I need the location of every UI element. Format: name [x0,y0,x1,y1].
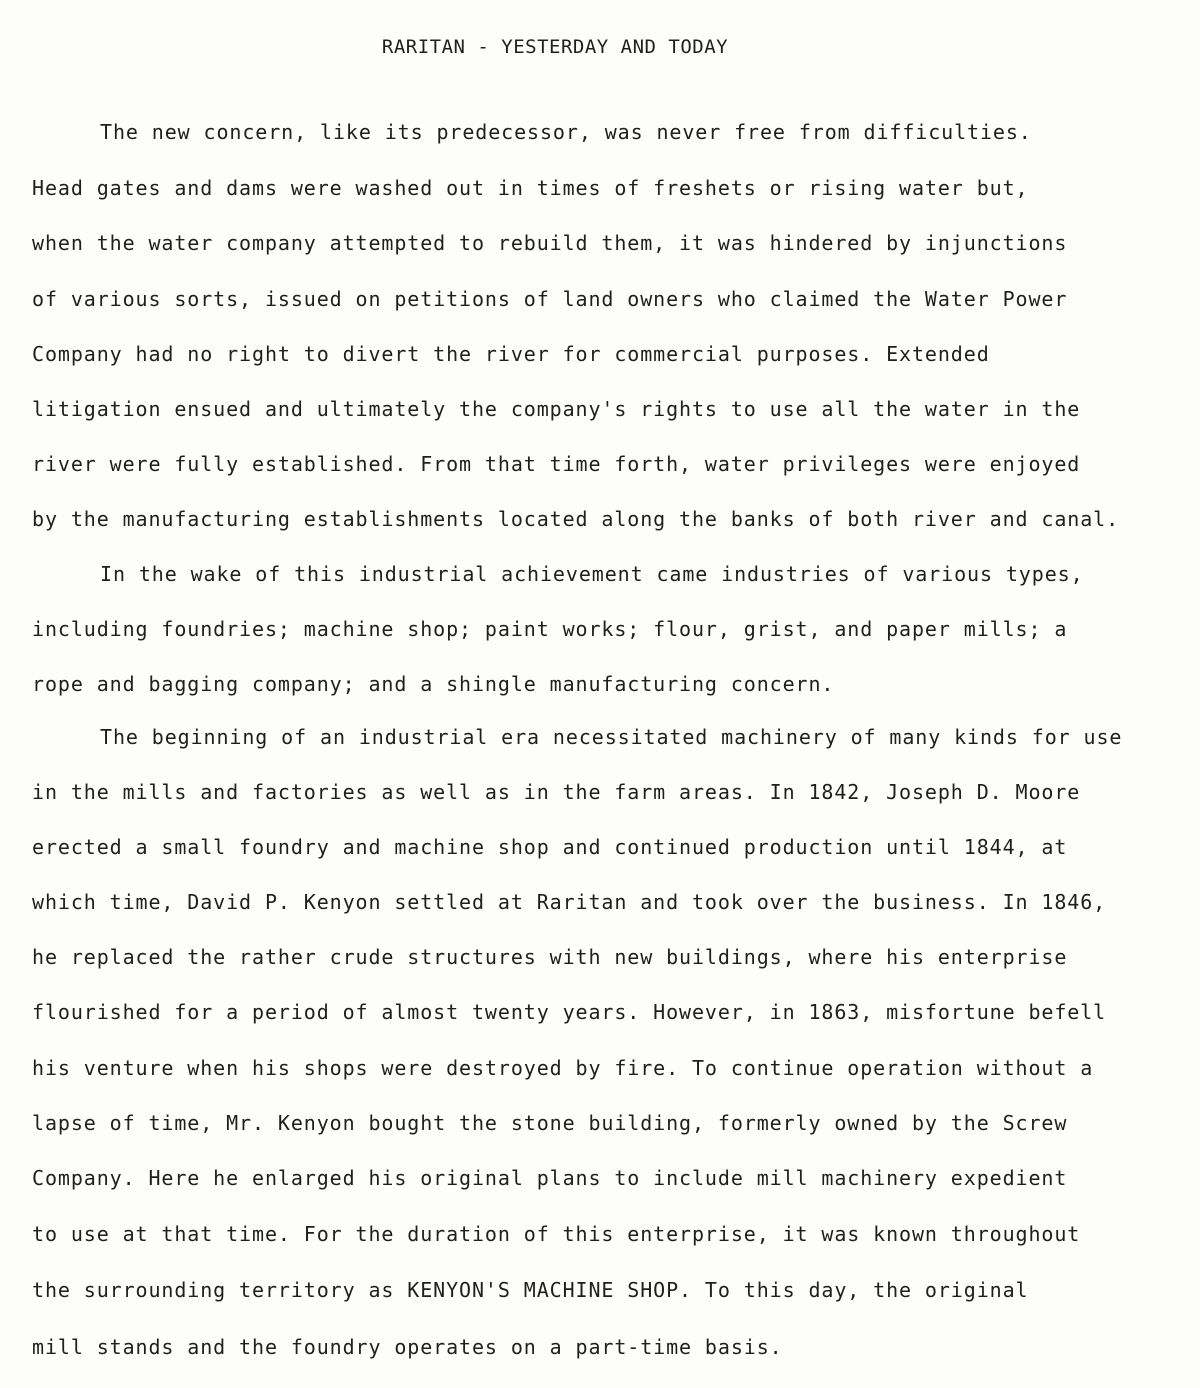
text-line: in the mills and factories as well as in the farm areas. In 1842, Joseph D. Moore [32,780,1081,804]
text-line: The new concern, like its predecessor, was never free from difficulties. [100,120,1032,144]
text-line: Head gates and dams were washed out in times of freshets or rising water but, [32,176,1029,200]
text-line: by the manufacturing establishments located along the banks of both river and canal. [32,507,1120,531]
text-line: Company had no right to divert the river for commercial purposes. Extended [32,342,990,366]
text-line: including foundries; machine shop; paint works; flour, grist, and paper mills; a [32,617,1068,641]
text-line: litigation ensued and ultimately the company's rights to use all the water in the [32,397,1081,421]
document-title: RARITAN - YESTERDAY AND TODAY [381,36,729,58]
text-line: rope and bagging company; and a shingle manufacturing concern. [32,672,835,696]
text-line: he replaced the rather crude structures with new buildings, where his enterprise [32,945,1068,969]
text-line: mill stands and the foundry operates on a part-time basis. [32,1335,783,1359]
text-line: his venture when his shops were destroyed by fire. To continue operation without a [32,1056,1094,1080]
text-line: when the water company attempted to rebuild them, it was hindered by injunctions [32,231,1068,255]
text-line: lapse of time, Mr. Kenyon bought the stone building, formerly owned by the Screw [32,1111,1068,1135]
text-line: which time, David P. Kenyon settled at Raritan and took over the business. In 1846, [32,890,1107,914]
text-line: In the wake of this industrial achievement came industries of various types, [100,562,1084,586]
text-line: to use at that time. For the duration of this enterprise, it was known throughout [32,1222,1081,1246]
text-line: The beginning of an industrial era necessitated machinery of many kinds for use [100,725,1123,749]
text-line: Company. Here he enlarged his original plans to include mill machinery expedient [32,1166,1068,1190]
text-line: flourished for a period of almost twenty years. However, in 1863, misfortune befell [32,1000,1107,1024]
text-line: erected a small foundry and machine shop and continued production until 1844, at [32,835,1068,859]
text-line: the surrounding territory as KENYON'S MACHINE SHOP. To this day, the original [32,1278,1029,1302]
text-line: of various sorts, issued on petitions of land owners who claimed the Water Power [32,287,1068,311]
text-line: river were fully established. From that time forth, water privileges were enjoyed [32,452,1081,476]
